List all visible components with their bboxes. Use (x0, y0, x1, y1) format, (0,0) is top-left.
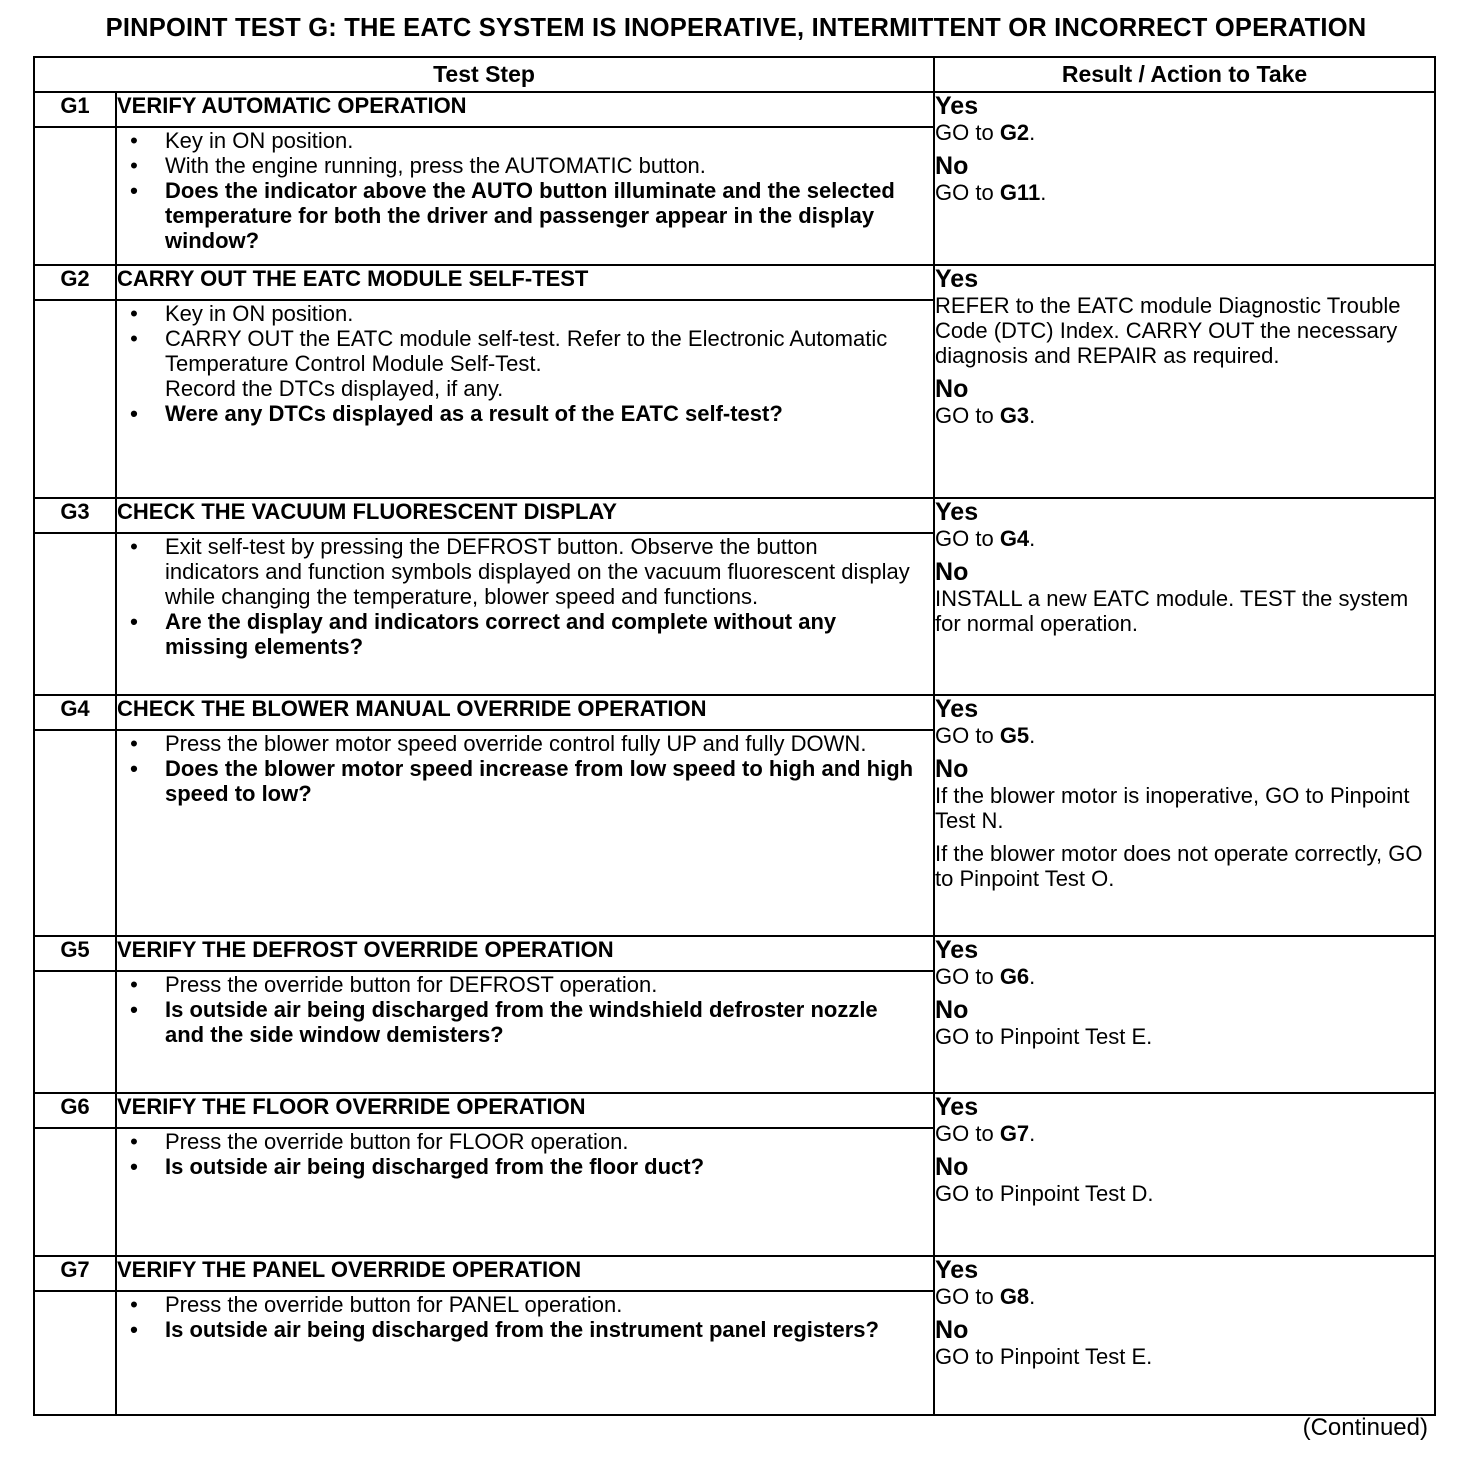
step-instructions (116, 533, 934, 695)
bullet-icon: • (130, 534, 138, 559)
instruction-question (117, 1154, 933, 1179)
column-header-result: Result / Action to Take (934, 57, 1435, 92)
instruction-item (117, 153, 933, 178)
yes-suffix: . (1029, 1284, 1036, 1309)
instruction-list (117, 731, 933, 806)
instruction-text: Exit self-test by pressing the DEFROST button. Observe the button indicators and function symbols displayed on the vacuum fluorescent display while changing the temperature, blower speed and functions. (165, 534, 910, 609)
instruction-question (117, 756, 933, 806)
instruction-list (117, 1129, 933, 1179)
result-no (935, 997, 1434, 1049)
step-heading-row (34, 92, 1435, 127)
no-label: No (935, 1153, 969, 1181)
instruction-question (117, 1317, 933, 1342)
step-heading: CARRY OUT THE EATC MODULE SELF-TEST (116, 265, 934, 300)
instruction-list (117, 972, 933, 1047)
no-action: GO to Pinpoint Test D. (935, 1181, 1154, 1206)
step-id: G7 (34, 1256, 116, 1291)
yes-label: Yes (935, 1093, 979, 1121)
step-id-spacer (34, 1291, 116, 1415)
instruction-subtext: Record the DTCs displayed, if any. (165, 376, 504, 401)
yes-label: Yes (935, 695, 979, 723)
step-heading-row (34, 498, 1435, 533)
yes-prefix: GO to (935, 120, 1000, 145)
no-prefix: GO to (935, 403, 1000, 428)
bullet-icon: • (130, 972, 138, 997)
result-yes (935, 696, 1434, 748)
result-yes (935, 93, 1434, 145)
instruction-text: Were any DTCs displayed as a result of the EATC self-test? (165, 401, 783, 426)
step-instructions (116, 300, 934, 498)
step-heading: VERIFY THE PANEL OVERRIDE OPERATION (116, 1256, 934, 1291)
instruction-text: With the engine running, press the AUTOMATIC button. (165, 153, 706, 178)
result-no (935, 756, 1434, 891)
instruction-item (117, 326, 933, 401)
yes-label: Yes (935, 936, 979, 964)
bullet-icon: • (130, 756, 138, 781)
yes-label: Yes (935, 498, 979, 526)
no-action: If the blower motor is inoperative, GO to Pinpoint Test N. (935, 783, 1410, 833)
no-action: GO to Pinpoint Test E. (935, 1344, 1153, 1369)
instruction-text: Is outside air being discharged from the windshield defroster nozzle and the side window demisters? (165, 997, 878, 1047)
step-heading-row (34, 936, 1435, 971)
instruction-item (117, 128, 933, 153)
yes-suffix: . (1029, 964, 1036, 989)
result-no (935, 1154, 1434, 1206)
result-yes (935, 266, 1434, 368)
result-no (935, 559, 1434, 636)
instruction-text: Press the blower motor speed override control fully UP and fully DOWN. (165, 731, 867, 756)
instruction-text: Are the display and indicators correct and complete without any missing elements? (165, 609, 837, 659)
step-instructions (116, 971, 934, 1093)
test-steps-body (34, 92, 1435, 1415)
instruction-text: Press the override button for DEFROST operation. (165, 972, 658, 997)
step-result-cell (934, 936, 1435, 1093)
yes-prefix: GO to (935, 964, 1000, 989)
step-heading: VERIFY THE FLOOR OVERRIDE OPERATION (116, 1093, 934, 1128)
result-yes (935, 1257, 1434, 1309)
result-yes (935, 937, 1434, 989)
step-id: G5 (34, 936, 116, 971)
yes-action (935, 120, 1434, 145)
step-result-cell (934, 265, 1435, 498)
no-label: No (935, 152, 969, 180)
yes-prefix: GO to (935, 723, 1000, 748)
no-target-step: G3 (999, 403, 1030, 428)
step-result-cell (934, 1256, 1435, 1415)
step-id-spacer (34, 1128, 116, 1256)
yes-target-step: G2 (999, 120, 1030, 145)
yes-target-step: G8 (999, 1284, 1030, 1309)
instruction-text: Does the indicator above the AUTO button illuminate and the selected temperature for both the driver and passenger appear in the display window? (165, 178, 895, 253)
no-suffix: . (1029, 403, 1036, 428)
yes-prefix: GO to (935, 1284, 1000, 1309)
pinpoint-test-table (33, 56, 1436, 1416)
step-id: G4 (34, 695, 116, 730)
no-action-alternate: If the blower motor does not operate correctly, GO to Pinpoint Test O. (935, 841, 1423, 891)
step-id-spacer (34, 730, 116, 936)
step-result-cell (934, 498, 1435, 695)
step-instructions (116, 730, 934, 936)
step-heading: CHECK THE BLOWER MANUAL OVERRIDE OPERATION (116, 695, 934, 730)
yes-action (935, 1284, 1434, 1309)
page-title: PINPOINT TEST G: THE EATC SYSTEM IS INOPERATIVE, INTERMITTENT OR INCORRECT OPERATION (105, 14, 1367, 42)
step-instructions (116, 1291, 934, 1415)
no-label: No (935, 755, 969, 783)
step-result-cell (934, 92, 1435, 265)
column-header-test-step: Test Step (34, 57, 934, 92)
step-heading-row (34, 695, 1435, 730)
no-action (935, 403, 1434, 428)
bullet-icon: • (130, 997, 138, 1022)
no-label: No (935, 996, 969, 1024)
result-yes (935, 499, 1434, 551)
instruction-question (117, 609, 933, 659)
instruction-item (117, 972, 933, 997)
instruction-text: Does the blower motor speed increase from low speed to high and high speed to low? (165, 756, 914, 806)
instruction-item (117, 1129, 933, 1154)
instruction-item (117, 731, 933, 756)
result-no (935, 1317, 1434, 1369)
table-header-row (34, 57, 1435, 92)
instruction-question (117, 178, 933, 253)
step-heading-row (34, 265, 1435, 300)
instruction-question (117, 997, 933, 1047)
instruction-question (117, 401, 933, 426)
step-id: G2 (34, 265, 116, 300)
instruction-text: Key in ON position. (165, 128, 354, 153)
bullet-icon: • (130, 1154, 138, 1179)
bullet-icon: • (130, 178, 138, 203)
instruction-list (117, 301, 933, 426)
bullet-icon: • (130, 153, 138, 178)
no-suffix: . (1040, 180, 1047, 205)
step-heading: VERIFY AUTOMATIC OPERATION (116, 92, 934, 127)
instruction-item (117, 534, 933, 609)
instruction-item (117, 1292, 933, 1317)
yes-label: Yes (935, 1256, 979, 1284)
step-id-spacer (34, 971, 116, 1093)
step-heading: VERIFY THE DEFROST OVERRIDE OPERATION (116, 936, 934, 971)
instruction-text: Is outside air being discharged from the instrument panel registers? (165, 1317, 879, 1342)
instruction-text: Press the override button for FLOOR operation. (165, 1129, 629, 1154)
no-label: No (935, 375, 969, 403)
yes-suffix: . (1029, 1121, 1036, 1146)
instruction-list (117, 1292, 933, 1342)
no-action (935, 180, 1434, 205)
yes-suffix: . (1029, 723, 1036, 748)
result-no (935, 153, 1434, 205)
step-id: G3 (34, 498, 116, 533)
step-id-spacer (34, 300, 116, 498)
yes-target-step: G4 (999, 526, 1030, 551)
no-prefix: GO to (935, 180, 1000, 205)
bullet-icon: • (130, 401, 138, 426)
yes-label: Yes (935, 265, 979, 293)
instruction-list (117, 128, 933, 253)
yes-target-step: G5 (999, 723, 1030, 748)
no-action: GO to Pinpoint Test E. (935, 1024, 1153, 1049)
yes-action (935, 964, 1434, 989)
step-result-cell (934, 1093, 1435, 1256)
step-id-spacer (34, 533, 116, 695)
yes-target-step: G6 (999, 964, 1030, 989)
bullet-icon: • (130, 128, 138, 153)
bullet-icon: • (130, 1317, 138, 1342)
step-id: G6 (34, 1093, 116, 1128)
yes-action (935, 526, 1434, 551)
step-id-spacer (34, 127, 116, 265)
instruction-text: Press the override button for PANEL operation. (165, 1292, 623, 1317)
result-yes (935, 1094, 1434, 1146)
step-instructions (116, 1128, 934, 1256)
no-action: INSTALL a new EATC module. TEST the system for normal operation. (935, 586, 1409, 636)
instruction-item (117, 301, 933, 326)
yes-action: REFER to the EATC module Diagnostic Trouble Code (DTC) Index. CARRY OUT the necessary diagnosis and REPAIR as required. (935, 293, 1401, 368)
yes-target-step: G7 (999, 1121, 1030, 1146)
yes-prefix: GO to (935, 526, 1000, 551)
step-id: G1 (34, 92, 116, 127)
bullet-icon: • (130, 609, 138, 634)
step-heading-row (34, 1093, 1435, 1128)
continued-note: (Continued) (1302, 1414, 1428, 1441)
bullet-icon: • (130, 1292, 138, 1317)
bullet-icon: • (130, 731, 138, 756)
step-result-cell (934, 695, 1435, 936)
yes-prefix: GO to (935, 1121, 1000, 1146)
instruction-text: CARRY OUT the EATC module self-test. Refer to the Electronic Automatic Temperature Control Module Self-Test. (165, 326, 888, 376)
yes-suffix: . (1029, 120, 1036, 145)
yes-label: Yes (935, 92, 979, 120)
step-heading-row (34, 1256, 1435, 1291)
no-label: No (935, 558, 969, 586)
yes-suffix: . (1029, 526, 1036, 551)
instruction-text: Key in ON position. (165, 301, 354, 326)
no-label: No (935, 1316, 969, 1344)
instruction-list (117, 534, 933, 659)
instruction-text: Is outside air being discharged from the floor duct? (165, 1154, 705, 1179)
step-instructions (116, 127, 934, 265)
yes-action (935, 723, 1434, 748)
bullet-icon: • (130, 326, 138, 351)
step-heading: CHECK THE VACUUM FLUORESCENT DISPLAY (116, 498, 934, 533)
yes-action (935, 1121, 1434, 1146)
result-no (935, 376, 1434, 428)
no-target-step: G11 (999, 180, 1041, 205)
bullet-icon: • (130, 1129, 138, 1154)
bullet-icon: • (130, 301, 138, 326)
